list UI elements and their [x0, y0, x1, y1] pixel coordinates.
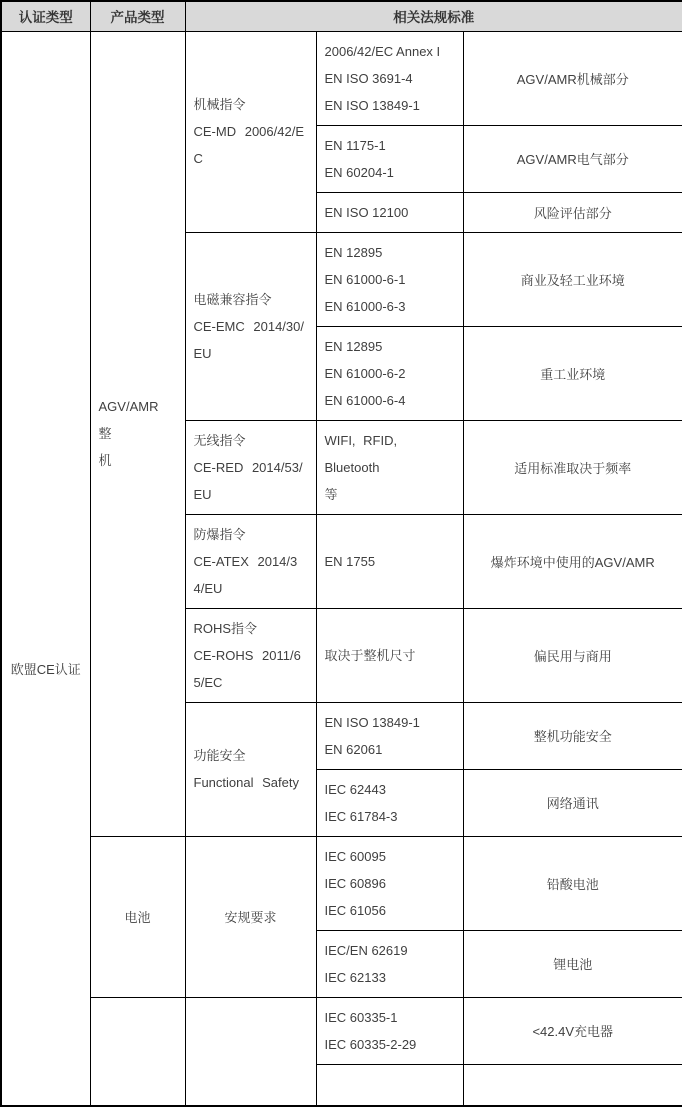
- header-regulations: 相关法规标准: [185, 1, 682, 31]
- note-cell: 风险评估部分: [463, 192, 682, 232]
- standards-cell: [316, 326, 463, 420]
- product-agv-amr-cell: [90, 31, 185, 836]
- text-line: EN 60204-1: [324, 164, 394, 180]
- text-line: C: [193, 151, 203, 166]
- note-cell: 重工业环境: [463, 326, 682, 420]
- directive-rohs-cell: [185, 608, 316, 702]
- text-line: IEC 61784-3: [324, 808, 398, 824]
- cert-type-cell: 欧盟CE认证: [1, 31, 90, 1106]
- text-line: IEC 61056: [324, 902, 386, 918]
- note-cell: 偏民用与商用: [463, 608, 682, 702]
- text-line: EN 61000-6-4: [324, 392, 406, 408]
- directive-machinery-cell: [185, 31, 316, 232]
- directive-charger-cell: [185, 997, 316, 1106]
- directive-emc-cell: [185, 232, 316, 420]
- table-header-row: [1, 1, 682, 31]
- text-line: 4/EU: [193, 580, 223, 596]
- text-line: 取决于整机尺寸: [324, 647, 416, 663]
- text-line: EN ISO 13849-1: [324, 714, 420, 730]
- standards-cell: [316, 420, 463, 514]
- standards-cell: [316, 1064, 463, 1106]
- text-line: EN 1175-1: [324, 137, 386, 153]
- text-line: EN 61000-6-1: [324, 271, 406, 287]
- table-row: [1, 997, 682, 1064]
- text-line: EN 12895: [324, 244, 383, 260]
- text-line: ROHS指令: [193, 620, 258, 636]
- standards-cell: [316, 514, 463, 608]
- text-line: EN ISO 3691-4: [324, 70, 413, 86]
- table-row: [1, 31, 682, 125]
- text-line: WIFI, RFID, Bluetooth: [324, 432, 398, 475]
- text-line: IEC 60896: [324, 875, 386, 891]
- header-product-type: 产品类型: [90, 1, 185, 31]
- text-line: IEC 62443: [324, 781, 386, 797]
- text-line: CE-EMC 2014/30/: [193, 318, 304, 334]
- standards-cell: [316, 125, 463, 192]
- text-line: 5/EC: [193, 674, 223, 690]
- note-cell: 商业及轻工业环境: [463, 232, 682, 326]
- note-cell: 适用标准取决于频率: [463, 420, 682, 514]
- text-line: 机: [98, 453, 112, 468]
- text-line: EN 62061: [324, 741, 383, 757]
- standards-cell: [316, 836, 463, 930]
- standards-cell: [316, 997, 463, 1064]
- standards-cell: [316, 31, 463, 125]
- text-line: EN ISO 13849-1: [324, 97, 420, 113]
- text-line: 电磁兼容指令: [193, 291, 272, 307]
- note-cell: <42.4V充电器: [463, 997, 682, 1064]
- text-line: 功能安全: [193, 748, 246, 763]
- text-line: EU: [193, 486, 212, 502]
- text-line: IEC 60335-2-29: [324, 1036, 417, 1052]
- directive-atex-cell: [185, 514, 316, 608]
- note-cell: [463, 1064, 682, 1106]
- text-line: AGV/AMR 整: [98, 399, 159, 441]
- directive-battery-safety-cell: 安规要求: [185, 836, 316, 997]
- note-cell: AGV/AMR机械部分: [463, 31, 682, 125]
- text-line: EN 61000-6-3: [324, 298, 406, 314]
- note-cell: 锂电池: [463, 930, 682, 997]
- text-line: EN 1755: [324, 553, 376, 569]
- text-line: 2006/42/EC Annex I: [324, 43, 441, 59]
- standards-cell: [316, 232, 463, 326]
- table-row: [1, 836, 682, 930]
- text-line: IEC 60335-1: [324, 1009, 398, 1025]
- text-line: EN ISO 12100: [324, 204, 409, 220]
- standards-cell: [316, 608, 463, 702]
- text-line: CE-ATEX 2014/3: [193, 553, 298, 569]
- standards-cell: [316, 192, 463, 232]
- text-line: IEC/EN 62619: [324, 942, 408, 958]
- product-battery-cell: 电池: [90, 836, 185, 997]
- text-line: CE-RED 2014/53/: [193, 459, 303, 475]
- text-line: Functional Safety: [193, 775, 299, 790]
- note-cell: 网络通讯: [463, 769, 682, 836]
- note-cell: 铅酸电池: [463, 836, 682, 930]
- text-line: 防爆指令: [193, 526, 246, 542]
- header-cert-type: 认证类型: [1, 1, 90, 31]
- text-line: CE-ROHS 2011/6: [193, 647, 301, 663]
- product-charger-cell: [90, 997, 185, 1106]
- directive-radio-cell: [185, 420, 316, 514]
- standards-cell: [316, 930, 463, 997]
- text-line: 等: [324, 486, 338, 502]
- text-line: 无线指令: [193, 432, 246, 448]
- standards-cell: [316, 702, 463, 769]
- text-line: 机械指令: [193, 97, 246, 112]
- text-line: CE-MD 2006/42/E: [193, 124, 304, 139]
- standards-cell: [316, 769, 463, 836]
- directive-functional-safety-cell: [185, 702, 316, 836]
- note-cell: AGV/AMR电气部分: [463, 125, 682, 192]
- text-line: IEC 60095: [324, 848, 386, 864]
- text-line: EU: [193, 345, 212, 361]
- text-line: IEC 62133: [324, 969, 386, 985]
- note-cell: 爆炸环境中使用的AGV/AMR: [463, 514, 682, 608]
- text-line: EN 12895: [324, 338, 383, 354]
- note-cell: 整机功能安全: [463, 702, 682, 769]
- text-line: EN 61000-6-2: [324, 365, 406, 381]
